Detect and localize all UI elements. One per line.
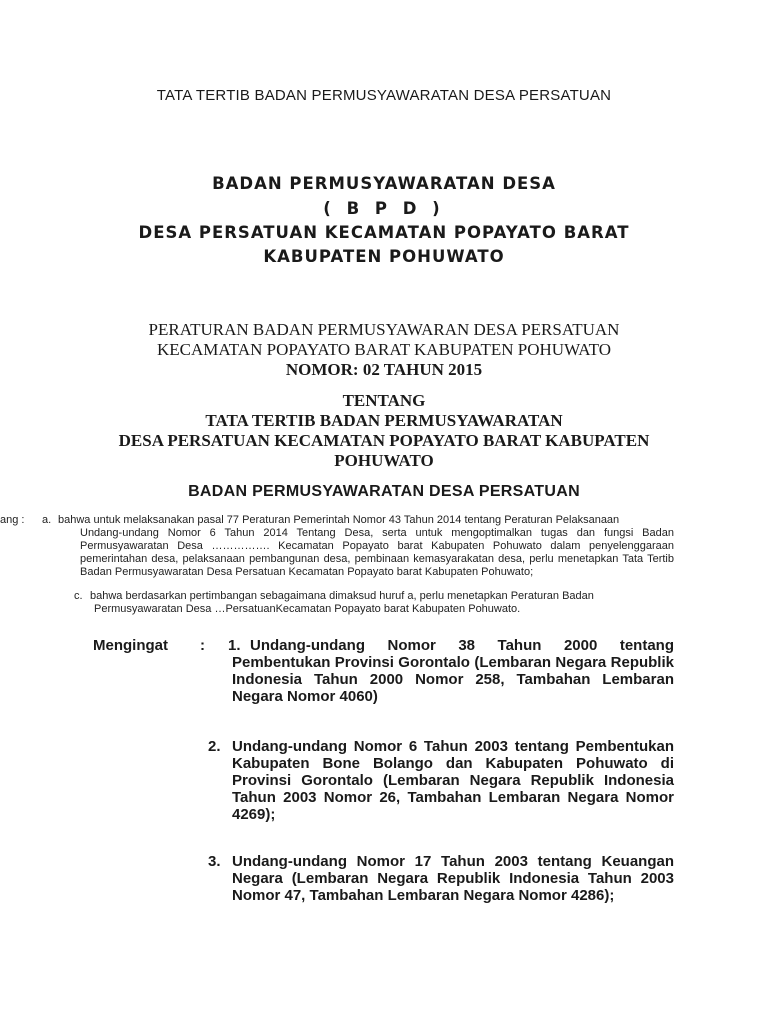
mengingat-item-2-text: Undang-undang Nomor 6 Tahun 2003 tentang Pembentukan Kabupaten Bone Bolango dan Kabupaten Pohuwato di Provinsi Gorontalo (Lembaran Negara Republik Indonesia Tahun 2003 Nomor 26, Tambahan Lembaran Negara Nomor 4269);	[232, 738, 674, 823]
mengingat-item-1-number: 1.	[228, 637, 241, 654]
document-header-title: TATA TERTIB BADAN PERMUSYAWARATAN DESA PERSATUAN	[156, 87, 612, 104]
point-a-marker: a.	[42, 514, 52, 526]
point-a-rest: Undang-undang Nomor 6 Tahun 2014 Tentang Desa, serta untuk mengoptimalkan tugas dan fungsi Badan Permusyawaratan Desa ……………. Kecamatan Popayato barat Kabupaten Pohuwato dalam penyelenggaraan pemerintahan desa, pelaksanaan pembangunan desa, pembinaan kemasyarakatan desa, perlu menetapkan Tata Tertib Badan Permusyawaratan Desa Persatuan Kecamatan Popayato barat Kabupaten Pohuwato;	[80, 527, 674, 578]
tentang-line-3: POHUWATO	[334, 451, 434, 470]
regulation-number: NOMOR: 02 TAHUN 2015	[285, 360, 483, 379]
mengingat-colon: :	[200, 637, 205, 654]
point-a-first-line: bahwa untuk melaksanakan pasal 77 Peraturan Pemerintah Nomor 43 Tahun 2014 tentang Peraturan Pelaksanaan	[58, 514, 620, 526]
point-c-marker: c.	[74, 590, 83, 602]
mengingat-item-1-text	[232, 637, 674, 705]
mengingat-label: Mengingat	[93, 637, 168, 654]
tentang-line-2: DESA PERSATUAN KECAMATAN POPAYATO BARAT KABUPATEN	[118, 431, 650, 450]
regulation-line-2: KECAMATAN POPAYATO BARAT KABUPATEN POHUWATO	[157, 340, 611, 359]
point-c-first-line: bahwa berdasarkan pertimbangan sebagaimana dimaksud huruf a, perlu menetapkan Peraturan Badan	[90, 590, 594, 602]
heading-line-4: KABUPATEN POHUWATO	[263, 247, 505, 266]
heading-line-3: DESA PERSATUAN KECAMATAN POPAYATO BARAT	[138, 223, 630, 242]
mengingat-item-2-number: 2.	[208, 738, 221, 755]
heading-line-2: ( B P D )	[323, 199, 445, 218]
tentang-line-1: TATA TERTIB BADAN PERMUSYAWARATAN	[205, 411, 563, 430]
point-c-rest: Permusyawaratan Desa …PersatuanKecamatan Popayato barat Kabupaten Pohuwato.	[94, 603, 521, 615]
mengingat-item-3-number: 3.	[208, 853, 221, 870]
body-heading: BADAN PERMUSYAWARATAN DESA PERSATUAN	[188, 483, 580, 500]
regulation-line-1: PERATURAN BADAN PERMUSYAWARAN DESA PERSATUAN	[148, 320, 620, 339]
point-a-text	[58, 514, 674, 579]
mengingat-item-1-first-line: Undang-undang Nomor 38 Tahun 2000 tentang	[250, 637, 674, 654]
heading-line-1: BADAN PERMUSYAWARATAN DESA	[212, 174, 556, 193]
mengingat-item-1-rest: Pembentukan Provinsi Gorontalo (Lembaran Negara Republik Indonesia Tahun 2000 Nomor 258, Tambahan Lembaran Negara Nomor 4060)	[232, 654, 674, 705]
tentang-label: TENTANG	[342, 391, 426, 410]
menimbang-label: ang :	[0, 514, 25, 526]
mengingat-item-3-text: Undang-undang Nomor 17 Tahun 2003 tentang Keuangan Negara (Lembaran Negara Republik Indonesia Tahun 2003 Nomor 47, Tambahan Lembaran Negara Nomor 4286);	[232, 853, 674, 904]
point-c-text	[90, 590, 674, 616]
